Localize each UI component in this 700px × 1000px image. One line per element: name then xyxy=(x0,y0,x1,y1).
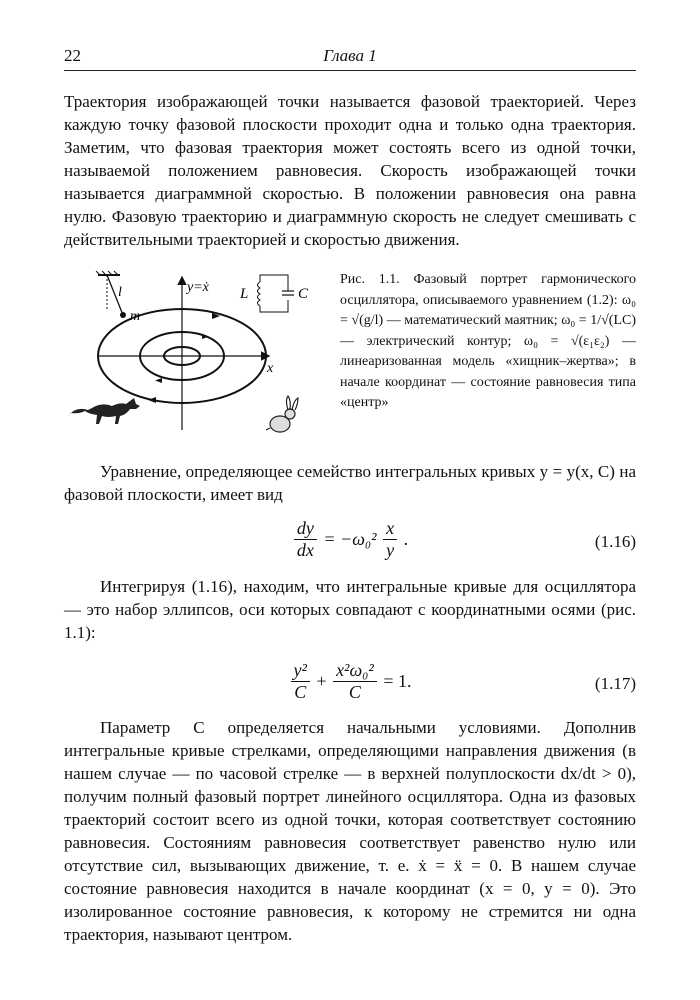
numerator: x²ω₀² xyxy=(333,660,377,682)
fraction xyxy=(291,660,310,703)
page-header xyxy=(64,44,636,71)
phase-portrait-svg xyxy=(64,270,326,440)
equation-middle: = −ω₀² xyxy=(323,529,377,549)
paragraph-integral-curves: Уравнение, определяющее семейство интегральных кривых y = y(x, C) на фазовой плоскости, имеет вид xyxy=(64,462,636,504)
paragraph-ellipses: Интегрируя (1.16), находим, что интегральные кривые для осциллятора — это набор эллипсов, оси которых совпадают с координатными осями (рис. 1.1): xyxy=(64,577,636,642)
denominator: C xyxy=(348,682,361,702)
equation-body xyxy=(64,660,636,703)
capacitor-label: C xyxy=(298,286,309,302)
pendulum-length-label: l xyxy=(118,285,122,300)
numerator: x xyxy=(383,518,397,540)
inductor-label: L xyxy=(240,286,249,302)
equation-tail: = 1. xyxy=(383,671,412,691)
equation-tail: . xyxy=(403,529,409,549)
fox-icon xyxy=(68,398,140,424)
equation-body xyxy=(64,518,636,561)
figure-caption: Рис. 1.1. Фазовый портрет гармонического осциллятора, описываемого уравнением (1.2): ω₀ = √(g/l) — математический маятник; ω₀ = 1/√(LC) — электрический контур; ω₀ = √(ε₁ε₂) — линеаризованная модель «хищник–жертва»; в начале координат — состояние равновесия типа «центр» xyxy=(340,272,636,410)
chapter-title: Глава 1 xyxy=(323,46,377,65)
lc-circuit-icon xyxy=(258,275,295,312)
numerator: dy xyxy=(294,518,317,540)
direction-arrow-icon xyxy=(155,378,162,383)
paragraph-phase-trajectory: Траектория изображающей точки называется фазовой траекторией. Через каждую точку фазовой плоскости проходит одна и только одна траектория. Заметим, что фазовая траектория может состоять всего из одной точки, называемой положением равновесия. Скорость изображающей точки называется диаграммной скоростью. В положении равновесия она равна нулю. Фазовую траекторию и диаграммную скорость не следует смешивать с действительными траекторией и скоростью движения. xyxy=(64,92,636,249)
rabbit-icon xyxy=(266,396,298,432)
equation-number: (1.17) xyxy=(594,674,636,693)
direction-arrow-icon xyxy=(148,397,156,403)
fraction xyxy=(294,518,317,561)
equation-1-17 xyxy=(64,660,636,710)
paragraph-equilibrium: Параметр C определяется начальными условиями. Дополнив интегральные кривые стрелками, определяющими направления движения (в нашем случае — по часовой стрелке — в верхней полуплоскости dx/dt > 0), получим полный фазовый портрет линейного осциллятора. Одна из фазовых траекторий состоит всего из одной точки, которая соответствует состоянию равновесия. Состояниям равновесия соответствует равенство нулю или отсутствие сил, вызывающих движение, т. е. ẋ = ẍ = 0. В нашем случае состояние равновесия находится в начале координат (x = 0, y = 0). Это изолированное состояние равновесия, к которому не стремится ни одна траектория, называют центром. xyxy=(64,718,636,944)
equation-1-16 xyxy=(64,518,636,568)
y-axis-label: y=ẋ xyxy=(187,280,209,295)
equation-number: (1.16) xyxy=(594,532,636,551)
x-axis-label: x xyxy=(267,361,274,376)
equation-plus: + xyxy=(316,671,327,691)
fraction xyxy=(333,660,377,703)
denominator: y xyxy=(386,540,395,560)
denominator: dx xyxy=(296,540,314,560)
pendulum-mass-label: m xyxy=(130,309,141,324)
phase-portrait-figure xyxy=(64,270,326,440)
denominator: C xyxy=(294,682,307,702)
fraction xyxy=(383,518,397,561)
direction-arrow-icon xyxy=(202,334,209,339)
page-number: 22 xyxy=(64,46,81,65)
numerator: y² xyxy=(291,660,310,682)
